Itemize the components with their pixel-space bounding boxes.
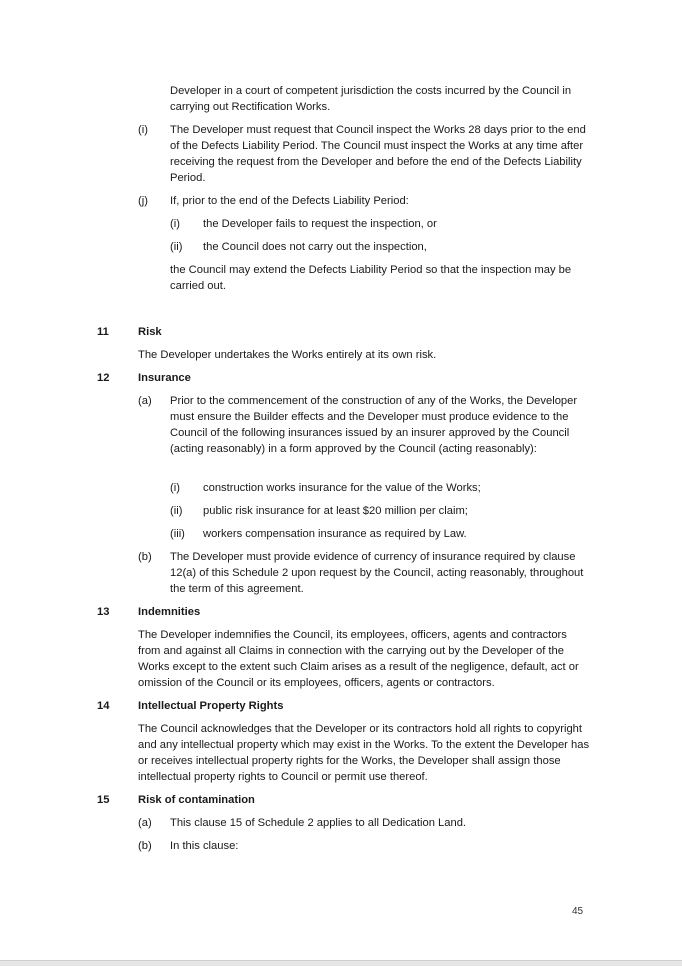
section-13-body: The Developer indemnifies the Council, its employees, officers, agents and contractors from and against all Claims in connection with the carrying out by the Developer of the Works except to the extent such Claim arises as a result of the negligence, default, act or omission of the Council or its employees, officers, agents or contractors. [138, 629, 579, 689]
section-12-a-sub-1-marker: (i) [170, 482, 180, 494]
section-12-b-marker: (b) [138, 551, 152, 563]
section-12-number: 12 [97, 372, 110, 384]
section-12-a-sub-3-text: workers compensation insurance as required by Law. [203, 528, 467, 540]
item-j-sub-2-text: the Council does not carry out the inspection, [203, 241, 427, 253]
item-j-sub-2-marker: (ii) [170, 241, 183, 253]
item-j-text: If, prior to the end of the Defects Liability Period: [170, 195, 409, 207]
continued-paragraph: Developer in a court of competent jurisdiction the costs incurred by the Council in carrying out Rectification Works. [170, 85, 572, 113]
section-13-number: 13 [97, 606, 110, 618]
section-15-a-text: This clause 15 of Schedule 2 applies to all Dedication Land. [170, 817, 467, 829]
section-12-a-sub-3-marker: (iii) [170, 528, 185, 540]
item-j-sub-1-text: the Developer fails to request the inspection, or [203, 218, 437, 230]
section-11-heading: Risk [138, 326, 162, 338]
section-15-a-marker: (a) [138, 817, 152, 829]
section-12-a-sub-2-text: public risk insurance for at least $20 million per claim; [203, 505, 468, 517]
section-14-body: The Council acknowledges that the Developer or its contractors hold all rights to copyright and any intellectual property which may exist in the Works. To the extent the Developer has or receives intellectual property rights for the Works, the Developer shall assign those intellectual property rights to Council or permit use thereof. [138, 723, 590, 783]
section-13-heading: Indemnities [138, 606, 201, 618]
page-number: 45 [572, 906, 584, 917]
item-j-marker: (j) [138, 195, 148, 207]
section-12-a-sub-2-marker: (ii) [170, 505, 183, 517]
page-bottom-edge [0, 960, 682, 966]
section-15-heading: Risk of contamination [138, 794, 255, 806]
section-14-heading: Intellectual Property Rights [138, 700, 284, 712]
item-j-sub-1-marker: (i) [170, 218, 180, 230]
section-15-b-text: In this clause: [170, 840, 239, 852]
section-12-a-text: Prior to the commencement of the construction of any of the Works, the Developer must ensure the Builder effects and the Developer must produce evidence to the Council of the following insurances issued by an insurer approved by the Council (acting reasonably) in a form approved by the Council (acting reasonably): [170, 395, 578, 455]
item-i-text: The Developer must request that Council inspect the Works 28 days prior to the end of the Defects Liability Period. The Council must inspect the Works at any time after receiving the request from the Developer and before the end of the Defects Liability Period. [170, 124, 586, 184]
section-12-a-sub-1-text: construction works insurance for the value of the Works; [203, 482, 481, 494]
item-j-tail: the Council may extend the Defects Liability Period so that the inspection may be carried out. [170, 264, 572, 292]
section-14-number: 14 [97, 700, 110, 712]
item-i-marker: (i) [138, 124, 148, 136]
section-11-body: The Developer undertakes the Works entirely at its own risk. [138, 349, 437, 361]
section-15-b-marker: (b) [138, 840, 152, 852]
section-12-b-text: The Developer must provide evidence of currency of insurance required by clause 12(a) of this Schedule 2 upon request by the Council, acting reasonably, throughout the term of this agreement. [170, 551, 584, 595]
section-12-a-marker: (a) [138, 395, 152, 407]
section-15-number: 15 [97, 794, 110, 806]
section-11-number: 11 [97, 326, 109, 338]
section-12-heading: Insurance [138, 372, 191, 384]
